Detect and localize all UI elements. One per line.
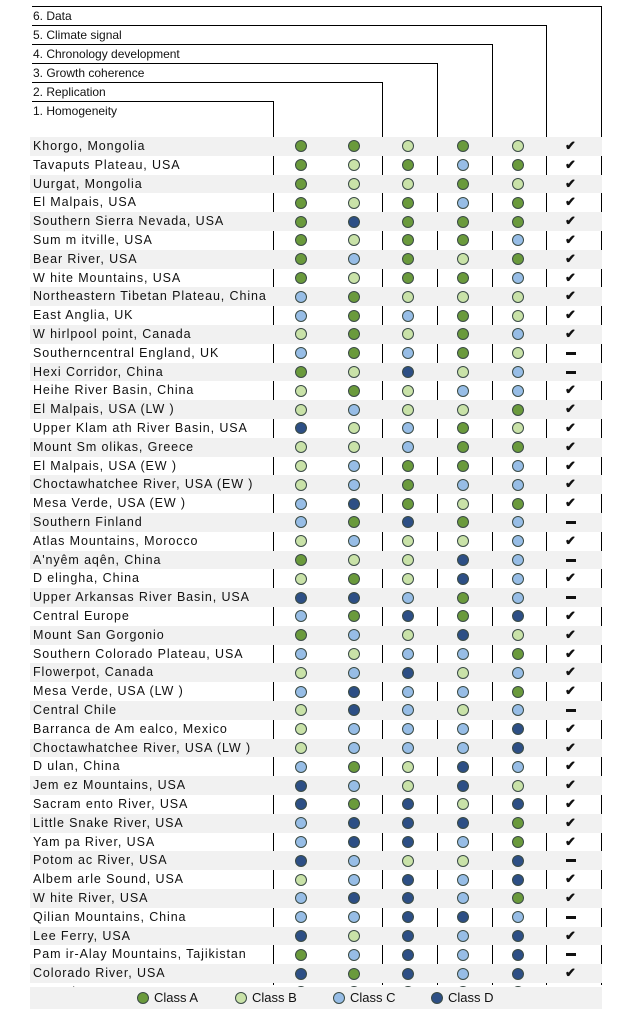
class-d-dot xyxy=(402,366,414,378)
class-c-dot xyxy=(457,723,469,735)
class-c-dot xyxy=(295,498,307,510)
class-a-dot xyxy=(402,216,414,228)
site-label: Southern Sierra Nevada, USA xyxy=(33,214,225,229)
class-c-dot xyxy=(402,347,414,359)
class-c-dot xyxy=(295,310,307,322)
site-label: D elingha, China xyxy=(33,571,140,586)
site-label: Potom ac River, USA xyxy=(33,853,168,868)
class-a-dot xyxy=(457,310,469,322)
class-c-dot xyxy=(512,573,524,585)
site-label: Mesa Verde, USA (LW ) xyxy=(33,684,184,699)
dash-icon: ▬ xyxy=(566,704,576,715)
site-label: Choctawhatchee River, USA (LW ) xyxy=(33,740,252,755)
check-icon: ✔ xyxy=(565,796,576,811)
check-icon: ✔ xyxy=(565,307,576,323)
class-d-dot xyxy=(295,592,307,604)
site-label: Sacram ento River, USA xyxy=(33,797,189,811)
class-a-dot xyxy=(295,178,307,190)
criterion-header-4: 4. Chronology development xyxy=(32,44,493,62)
class-a-dot xyxy=(295,272,307,284)
class-c-dot xyxy=(457,159,469,171)
class-a-dot xyxy=(402,234,414,246)
class-d-dot xyxy=(402,874,414,886)
site-label: W hirlpool point, Canada xyxy=(33,327,192,341)
class-c-dot xyxy=(295,347,307,359)
class-c-dot xyxy=(295,648,307,660)
check-icon: ✔ xyxy=(565,532,576,548)
check-icon: ✔ xyxy=(565,495,576,511)
class-b-dot xyxy=(402,554,414,566)
class-c-dot xyxy=(457,385,469,397)
class-d-dot xyxy=(402,610,414,622)
site-label: Upper Klam ath River Basin, USA xyxy=(33,421,248,435)
class-c-dot xyxy=(512,460,524,472)
class-c-dot xyxy=(457,874,469,886)
site-label: El Malpais, USA xyxy=(33,195,137,210)
class-b-dot xyxy=(457,535,469,547)
class-d-dot xyxy=(295,798,307,810)
check-icon: ✔ xyxy=(565,288,576,304)
class-a-dot xyxy=(402,272,414,284)
class-d-dot xyxy=(457,761,469,773)
site-label: Colorado River, USA xyxy=(33,966,166,981)
site-label: Khorgo, Mongolia xyxy=(33,139,146,153)
site-label: Yam pa River, USA xyxy=(33,834,156,849)
class-c-dot xyxy=(402,422,414,434)
site-label: Mount San Gorgonio xyxy=(33,627,165,642)
site-label: Jem ez Mountains, USA xyxy=(33,778,186,793)
class-b-dot xyxy=(295,667,307,679)
class-d-dot xyxy=(512,610,524,622)
site-label: Pam ir-Alay Mountains, Tajikistan xyxy=(33,947,247,962)
dash-icon: ▬ xyxy=(566,854,576,866)
class-a-dot xyxy=(457,460,469,472)
site-label: Little Snake River, USA xyxy=(33,815,184,830)
legend-label: Class B xyxy=(252,990,297,1005)
class-b-dot xyxy=(402,291,414,303)
class-b-dot xyxy=(295,404,307,416)
legend-class-a xyxy=(137,987,198,1009)
check-icon: ✔ xyxy=(565,965,576,981)
class-a-dot xyxy=(402,479,414,491)
site-label: Choctawhatchee River, USA (EW ) xyxy=(33,477,254,492)
check-icon: ✔ xyxy=(565,382,576,398)
class-b-dot xyxy=(295,460,307,472)
class-c-dot xyxy=(348,535,360,547)
criterion-header-1: 1. Homogeneity xyxy=(32,101,274,119)
check-icon: ✔ xyxy=(565,269,576,285)
check-icon: ✔ xyxy=(565,194,576,210)
class-b-dot xyxy=(512,291,524,303)
class-c-dot xyxy=(457,930,469,942)
class-d-dot xyxy=(402,930,414,942)
site-label: Southern Finland xyxy=(33,515,143,529)
class-b-dot xyxy=(457,404,469,416)
site-label: Qilian Mountains, China xyxy=(33,909,187,924)
class-b-dot xyxy=(512,422,524,434)
class-c-dot xyxy=(512,272,524,284)
class-b-dot xyxy=(402,761,414,773)
class-c-dot xyxy=(512,535,524,547)
dash-icon: ▬ xyxy=(566,591,576,603)
class-c-dot xyxy=(512,761,524,773)
class-a-dot xyxy=(348,610,360,622)
class-d-dot xyxy=(402,911,414,923)
site-label: El Malpais, USA (LW ) xyxy=(33,402,175,417)
class-d-dot xyxy=(348,592,360,604)
site-label: W hite River, USA xyxy=(33,891,149,905)
class-d-dot xyxy=(457,554,469,566)
class-a-dot xyxy=(348,761,360,773)
site-label: Heihe River Basin, China xyxy=(33,383,195,398)
class-a-dot xyxy=(512,404,524,416)
class-b-dot xyxy=(402,404,414,416)
class-b-dot xyxy=(348,178,360,190)
criterion-header-2: 2. Replication xyxy=(32,82,383,100)
class-b-dot xyxy=(348,159,360,171)
site-label: Mesa Verde, USA (EW ) xyxy=(33,496,186,511)
site-label: Tavaputs Plateau, USA xyxy=(33,157,181,172)
check-icon: ✔ xyxy=(565,777,576,793)
class-b-dot xyxy=(402,178,414,190)
class-d-dot xyxy=(402,667,414,679)
check-icon: ✔ xyxy=(565,401,576,417)
class-d-dot xyxy=(512,723,524,735)
class-b-dot xyxy=(402,385,414,397)
class-d-dot xyxy=(295,422,307,434)
check-icon: ✔ xyxy=(565,420,576,435)
class-c-dot xyxy=(457,949,469,961)
class-a-dot xyxy=(295,216,307,228)
legend-label: Class A xyxy=(154,990,199,1005)
class-c-dot xyxy=(512,911,524,923)
site-label: Southerncentral England, UK xyxy=(33,345,220,360)
class-b-dot xyxy=(402,573,414,585)
check-icon: ✔ xyxy=(565,326,576,341)
class-d-swatch xyxy=(431,992,443,1004)
class-d-dot xyxy=(295,780,307,792)
class-c-swatch xyxy=(333,992,345,1004)
class-b-dot xyxy=(457,366,469,378)
check-icon: ✔ xyxy=(565,438,576,454)
criterion-connector-5 xyxy=(546,25,547,985)
class-b-dot xyxy=(457,667,469,679)
dash-icon: ▬ xyxy=(566,553,576,565)
site-label: Central Europe xyxy=(33,609,130,623)
site-label: East Anglia, UK xyxy=(33,308,134,323)
class-c-dot xyxy=(295,911,307,923)
class-c-dot xyxy=(512,554,524,566)
check-icon: ✔ xyxy=(565,213,576,229)
dash-icon: ▬ xyxy=(566,516,576,527)
class-d-dot xyxy=(512,930,524,942)
check-icon: ✔ xyxy=(565,664,576,680)
class-a-dot xyxy=(457,422,469,434)
class-d-dot xyxy=(457,780,469,792)
class-a-dot xyxy=(402,498,414,510)
check-icon: ✔ xyxy=(565,814,576,830)
class-c-dot xyxy=(348,460,360,472)
check-icon: ✔ xyxy=(565,927,576,943)
class-b-swatch xyxy=(235,992,247,1004)
class-d-dot xyxy=(402,968,414,980)
class-a-dot xyxy=(295,197,307,209)
class-c-dot xyxy=(402,742,414,754)
site-label: Northeastern Tibetan Plateau, China xyxy=(33,289,267,304)
site-label: W hite Mountains, USA xyxy=(33,270,182,285)
site-label: Atlas Mountains, Morocco xyxy=(33,533,199,548)
class-d-dot xyxy=(457,573,469,585)
site-label: Albem arle Sound, USA xyxy=(33,872,184,887)
class-a-dot xyxy=(512,498,524,510)
class-a-dot xyxy=(457,592,469,604)
class-c-dot xyxy=(348,780,360,792)
class-d-dot xyxy=(295,855,307,867)
check-icon: ✔ xyxy=(565,645,576,661)
class-b-dot xyxy=(348,234,360,246)
class-b-dot xyxy=(457,798,469,810)
class-c-dot xyxy=(457,686,469,698)
legend-class-c xyxy=(333,987,396,1009)
site-label: Sum m itville, USA xyxy=(33,233,153,247)
class-a-dot xyxy=(457,216,469,228)
dash-icon: ▬ xyxy=(566,948,576,960)
class-a-dot xyxy=(348,385,360,397)
criterion-header-5: 5. Climate signal xyxy=(32,25,547,43)
class-c-dot xyxy=(457,197,469,209)
class-b-dot xyxy=(295,479,307,491)
class-d-dot xyxy=(348,686,360,698)
class-a-swatch xyxy=(137,992,149,1004)
class-a-dot xyxy=(402,460,414,472)
class-c-dot xyxy=(295,686,307,698)
dash-icon: ▬ xyxy=(566,910,576,922)
class-d-dot xyxy=(512,742,524,754)
class-d-dot xyxy=(512,798,524,810)
class-a-dot xyxy=(295,159,307,171)
class-a-dot xyxy=(512,197,524,209)
check-icon: ✔ xyxy=(565,871,576,887)
class-b-dot xyxy=(295,742,307,754)
site-label: Hexi Corridor, China xyxy=(33,364,164,379)
check-icon: ✔ xyxy=(565,720,576,736)
class-c-dot xyxy=(348,855,360,867)
class-d-dot xyxy=(295,930,307,942)
site-label: Flowerpot, Canada xyxy=(33,665,154,680)
site-label: Upper Arkansas River Basin, USA xyxy=(33,590,250,605)
dash-icon: ▬ xyxy=(566,346,576,358)
site-label: D ulan, China xyxy=(33,759,121,774)
check-icon: ✔ xyxy=(565,626,576,642)
check-icon: ✔ xyxy=(565,570,576,586)
class-a-dot xyxy=(512,836,524,848)
class-d-dot xyxy=(457,911,469,923)
check-icon: ✔ xyxy=(565,457,576,473)
check-icon: ✔ xyxy=(565,476,576,492)
class-b-dot xyxy=(457,291,469,303)
class-a-dot xyxy=(348,291,360,303)
site-label: El Malpais, USA (EW ) xyxy=(33,458,177,473)
criterion-header-3: 3. Growth coherence xyxy=(32,63,438,81)
class-c-dot xyxy=(512,366,524,378)
class-b-dot xyxy=(457,498,469,510)
class-b-dot xyxy=(295,874,307,886)
class-b-dot xyxy=(295,723,307,735)
site-label: Barranca de Am ealco, Mexico xyxy=(33,721,228,736)
class-a-dot xyxy=(348,968,360,980)
class-c-dot xyxy=(348,723,360,735)
site-label: Uurgat, Mongolia xyxy=(33,176,143,191)
class-c-dot xyxy=(295,610,307,622)
site-label: Bear River, USA xyxy=(33,251,138,266)
class-b-dot xyxy=(402,780,414,792)
legend-class-b xyxy=(235,987,297,1009)
class-c-dot xyxy=(512,385,524,397)
class-a-dot xyxy=(457,234,469,246)
class-c-dot xyxy=(348,874,360,886)
class-c-dot xyxy=(402,723,414,735)
check-icon: ✔ xyxy=(565,608,576,623)
class-c-dot xyxy=(295,291,307,303)
class-c-dot xyxy=(348,742,360,754)
class-a-dot xyxy=(295,949,307,961)
class-c-dot xyxy=(295,836,307,848)
class-b-dot xyxy=(295,573,307,585)
legend-label: Class C xyxy=(350,990,396,1005)
class-b-dot xyxy=(348,930,360,942)
class-c-dot xyxy=(457,479,469,491)
class-c-dot xyxy=(512,667,524,679)
class-c-dot xyxy=(348,911,360,923)
site-label: A'nyêm aqên, China xyxy=(33,552,162,567)
check-icon: ✔ xyxy=(565,833,576,849)
class-b-dot xyxy=(457,855,469,867)
class-d-dot xyxy=(348,498,360,510)
class-b-dot xyxy=(295,385,307,397)
class-c-dot xyxy=(295,761,307,773)
class-c-dot xyxy=(512,479,524,491)
class-a-dot xyxy=(348,310,360,322)
class-d-dot xyxy=(512,874,524,886)
site-label: Lee Ferry, USA xyxy=(33,928,131,943)
class-a-dot xyxy=(457,178,469,190)
class-b-dot xyxy=(348,366,360,378)
class-c-dot xyxy=(457,742,469,754)
class-c-dot xyxy=(402,648,414,660)
class-d-dot xyxy=(402,949,414,961)
class-a-dot xyxy=(457,272,469,284)
class-a-dot xyxy=(295,554,307,566)
class-a-dot xyxy=(348,347,360,359)
check-icon: ✔ xyxy=(565,890,576,905)
check-icon: ✔ xyxy=(565,758,576,774)
class-b-dot xyxy=(348,554,360,566)
class-b-dot xyxy=(295,535,307,547)
check-icon: ✔ xyxy=(565,683,576,699)
check-icon: ✔ xyxy=(565,232,576,247)
class-a-dot xyxy=(512,216,524,228)
class-c-dot xyxy=(348,949,360,961)
class-a-dot xyxy=(512,686,524,698)
class-b-dot xyxy=(348,422,360,434)
class-c-dot xyxy=(457,648,469,660)
class-c-dot xyxy=(402,310,414,322)
class-a-dot xyxy=(348,798,360,810)
class-b-dot xyxy=(512,347,524,359)
class-b-dot xyxy=(348,272,360,284)
class-a-dot xyxy=(457,610,469,622)
class-a-dot xyxy=(457,347,469,359)
class-c-dot xyxy=(348,479,360,491)
class-d-dot xyxy=(348,836,360,848)
class-a-dot xyxy=(402,197,414,209)
site-label: Mount Sm olikas, Greece xyxy=(33,439,195,454)
class-a-dot xyxy=(512,159,524,171)
class-b-dot xyxy=(512,178,524,190)
class-a-dot xyxy=(295,234,307,246)
class-d-dot xyxy=(512,855,524,867)
class-d-dot xyxy=(402,836,414,848)
class-d-dot xyxy=(348,216,360,228)
legend-class-d xyxy=(431,987,494,1009)
class-b-dot xyxy=(512,780,524,792)
check-icon: ✔ xyxy=(565,739,576,755)
site-label: Southern Colorado Plateau, USA xyxy=(33,646,244,661)
class-a-dot xyxy=(295,366,307,378)
check-icon: ✔ xyxy=(565,250,576,266)
site-label: Central Chile xyxy=(33,703,117,717)
class-b-dot xyxy=(402,855,414,867)
class-c-dot xyxy=(402,686,414,698)
class-a-dot xyxy=(402,159,414,171)
class-c-dot xyxy=(512,234,524,246)
class-c-dot xyxy=(348,404,360,416)
check-icon: ✔ xyxy=(565,175,576,191)
class-c-dot xyxy=(457,836,469,848)
check-icon: ✔ xyxy=(565,138,576,153)
class-d-dot xyxy=(512,949,524,961)
check-icon: ✔ xyxy=(565,156,576,172)
criterion-header-6: 6. Data xyxy=(32,6,602,24)
class-c-dot xyxy=(402,592,414,604)
class-a-dot xyxy=(512,648,524,660)
class-d-dot xyxy=(295,968,307,980)
class-b-dot xyxy=(348,648,360,660)
class-d-dot xyxy=(402,798,414,810)
class-c-dot xyxy=(348,667,360,679)
legend xyxy=(30,987,602,1009)
dash-icon: ▬ xyxy=(566,365,576,377)
class-b-dot xyxy=(512,310,524,322)
class-a-dot xyxy=(348,573,360,585)
class-c-dot xyxy=(457,968,469,980)
legend-label: Class D xyxy=(448,990,494,1005)
class-b-dot xyxy=(348,197,360,209)
class-d-dot xyxy=(512,968,524,980)
class-b-dot xyxy=(402,535,414,547)
class-c-dot xyxy=(512,592,524,604)
